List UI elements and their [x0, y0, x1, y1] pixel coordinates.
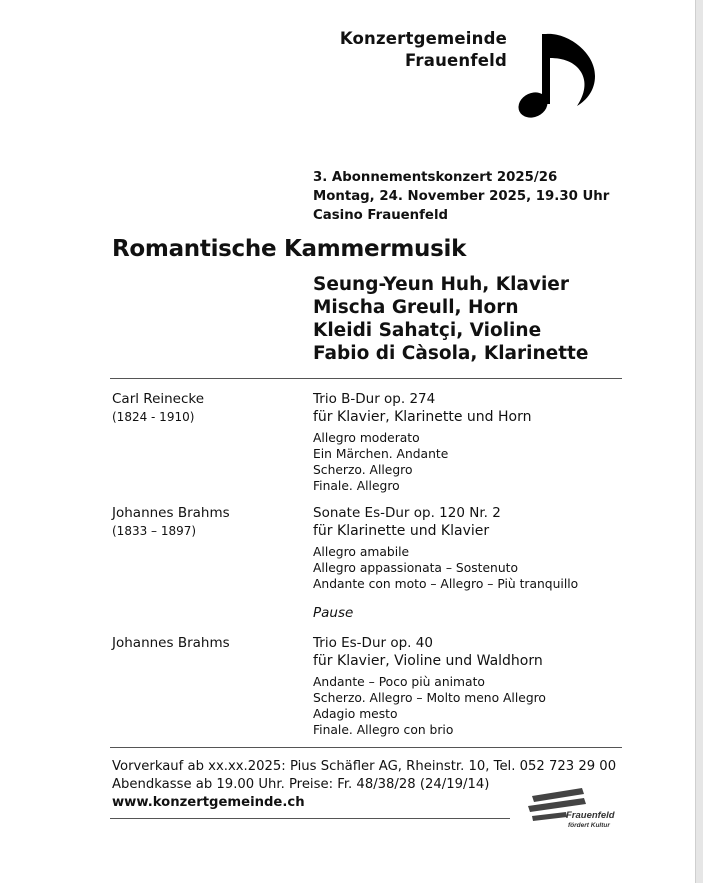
- concert-title: Romantische Kammermusik: [112, 236, 467, 262]
- organizer-line-1: Konzertgemeinde: [339, 29, 507, 48]
- performer: Mischa Greull, Horn: [313, 297, 519, 318]
- performer: Fabio di Càsola, Klarinette: [313, 343, 589, 364]
- work-instrumentation: für Klarinette und Klavier: [313, 523, 490, 539]
- sponsor-name: Frauenfeld: [566, 810, 615, 821]
- divider-top: [110, 378, 622, 379]
- program-item: [313, 634, 546, 738]
- movement: Allegro appassionata – Sostenuto: [313, 561, 518, 575]
- page-edge-shadow: [696, 0, 703, 883]
- program-item: [313, 390, 531, 494]
- movement: Andante con moto – Allegro – Più tranquillo: [313, 577, 579, 591]
- movement: Allegro moderato: [313, 431, 420, 445]
- performer: Kleidi Sahatçi, Violine: [313, 320, 542, 341]
- organizer-name: [340, 28, 507, 72]
- work-title: Sonate Es-Dur op. 120 Nr. 2: [313, 505, 501, 521]
- movement: Adagio mesto: [313, 707, 398, 721]
- box-office-info: Abendkasse ab 19.00 Uhr. Preise: Fr. 48/38/28 (24/19/14): [112, 777, 490, 792]
- movement: Finale. Allegro con brio: [313, 723, 454, 737]
- performer: Seung-Yeun Huh, Klavier: [313, 274, 569, 295]
- organizer-line-2: Frauenfeld: [404, 51, 507, 70]
- movement: Ein Märchen. Andante: [313, 447, 449, 461]
- work-title: Trio B-Dur op. 274: [313, 391, 436, 407]
- divider-footer: [110, 818, 510, 819]
- movement: Finale. Allegro: [313, 479, 400, 493]
- frauenfeld-sponsor-logo: [522, 786, 622, 834]
- movement: Scherzo. Allegro: [313, 463, 413, 477]
- program-item: [313, 504, 578, 592]
- presale-info: Vorverkauf ab xx.xx.2025: Pius Schäfler AG, Rheinstr. 10, Tel. 052 723 29 00: [112, 759, 617, 774]
- work-instrumentation: für Klavier, Klarinette und Horn: [313, 409, 532, 425]
- movement: Andante – Poco più animato: [313, 675, 485, 689]
- intermission-label: Pause: [313, 605, 354, 621]
- event-venue: Casino Frauenfeld: [313, 208, 449, 223]
- composer-name: Johannes Brahms: [112, 505, 230, 521]
- page-edge-line: [695, 0, 696, 883]
- website-link[interactable]: www.konzertgemeinde.ch: [112, 795, 305, 810]
- composer-name: Johannes Brahms: [112, 635, 230, 651]
- movement: Allegro amabile: [313, 545, 410, 559]
- event-series: 3. Abonnementskonzert 2025/26: [313, 170, 558, 185]
- event-datetime: Montag, 24. November 2025, 19.30 Uhr: [313, 189, 610, 204]
- work-title: Trio Es-Dur op. 40: [313, 635, 433, 651]
- event-info: [313, 168, 609, 225]
- movement: Scherzo. Allegro – Molto meno Allegro: [313, 691, 546, 705]
- performer-list: [313, 273, 588, 365]
- music-note-icon: [515, 30, 597, 124]
- composer-dates: (1833 – 1897): [112, 524, 197, 538]
- divider-bottom: [110, 747, 622, 748]
- work-instrumentation: für Klavier, Violine und Waldhorn: [313, 653, 543, 669]
- sponsor-tagline: fördert Kultur: [568, 822, 610, 829]
- composer-dates: (1824 - 1910): [112, 410, 195, 424]
- composer-name: Carl Reinecke: [112, 391, 205, 407]
